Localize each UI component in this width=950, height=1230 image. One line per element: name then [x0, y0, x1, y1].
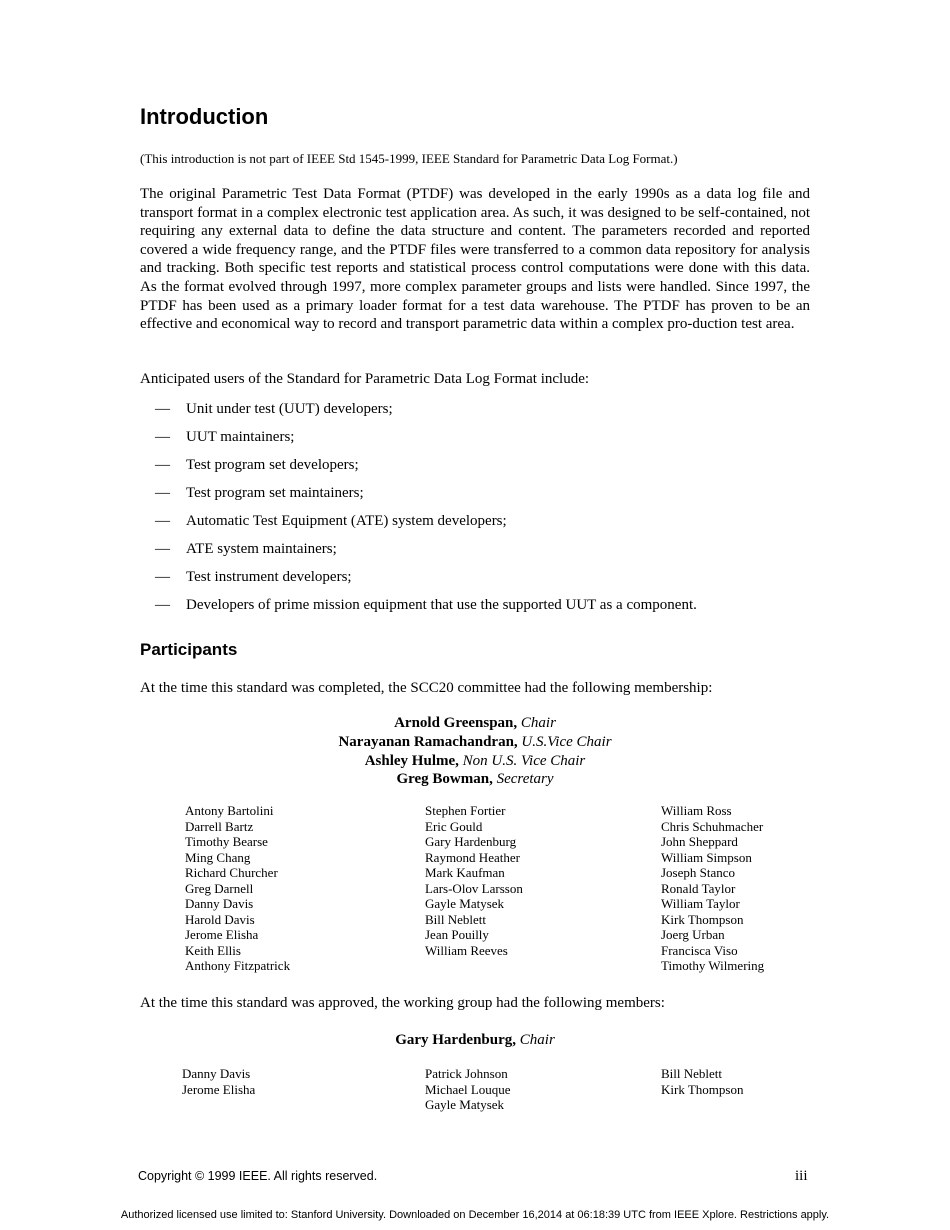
dash-icon: —: [155, 457, 170, 473]
list-item-text: ATE system maintainers;: [186, 541, 337, 557]
wg-column-3: [661, 1066, 743, 1097]
list-item: [140, 538, 697, 566]
working-group-intro: At the time this standard was approved, the working group had the following members:: [140, 995, 665, 1011]
member-name: Patrick Johnson: [425, 1066, 508, 1081]
member-name: Keith Ellis: [185, 942, 241, 958]
officer-line: [140, 752, 810, 771]
member-name: Jean Pouilly: [425, 927, 489, 942]
chair-role: Chair: [519, 1032, 555, 1048]
list-item: [140, 482, 697, 510]
member-name: Timothy Wilmering: [661, 958, 765, 973]
intro-paragraph: The original Parametric Test Data Format (PTDF) was developed in the early 1990s as a data log file and transport format in a complex electronic test application area. As such, it was designed to be self-contained, not requiring any external data to define the data structure and content. The parameters recorded and reported covered a wide frequency range, and the PTDF files were transferred to a common data repository for analysis and tracking. Both specific test reports and statistical process control computations were done with this data. As the format evolved through 1997, more complex parameter groups and lists were handled. Since 1997, the PTDF has been used as a primary loader format for a test data warehouse. The PTDF has proven to be an effective and economical way to record and transport parametric data within a complex pro-duction test area.: [140, 186, 810, 333]
chair-name: Gary Hardenburg,: [395, 1032, 517, 1048]
list-item: [140, 454, 697, 482]
users-intro: Anticipated users of the Standard for Parametric Data Log Format include:: [140, 371, 590, 387]
member-name: Ming Chang: [185, 849, 251, 865]
officer-name: Ashley Hulme,: [364, 752, 459, 769]
member-name: Eric Gould: [425, 818, 483, 834]
member-name: Chris Schuhmacher: [661, 818, 764, 834]
list-item: [140, 566, 697, 594]
officer-role: Secretary: [496, 771, 554, 788]
member-name: Stephen Fortier: [425, 803, 506, 818]
member-name: Anthony Fitzpatrick: [185, 958, 291, 973]
member-name: Francisca Viso: [661, 942, 738, 958]
list-item-text: Developers of prime mission equipment that use the supported UUT as a component.: [186, 597, 697, 613]
dash-icon: —: [155, 541, 170, 557]
dash-icon: —: [155, 429, 170, 445]
member-name: Michael Louque: [425, 1081, 511, 1097]
list-item: [140, 398, 697, 426]
list-item: [140, 510, 697, 538]
member-name: Richard Churcher: [185, 865, 278, 880]
member-name: Danny Davis: [182, 1066, 251, 1081]
member-name: William Reeves: [425, 942, 508, 958]
member-name: Ronald Taylor: [661, 880, 736, 896]
member-name: Darrell Bartz: [185, 818, 254, 834]
dash-icon: —: [155, 513, 170, 529]
committee-officers: [140, 714, 810, 789]
member-name: William Ross: [661, 803, 732, 818]
officer-line: [140, 770, 810, 789]
member-name: Antony Bartolini: [185, 803, 274, 818]
license-notice: Authorized licensed use limited to: Stanford University. Downloaded on December 16,2014 at 06:18:39 UTC from IEEE Xplore. Restrictions apply.: [120, 1209, 830, 1221]
dash-icon: —: [155, 569, 170, 585]
committee-intro: At the time this standard was completed, the SCC20 committee had the following membership:: [140, 680, 713, 696]
officer-name: Narayanan Ramachandran,: [338, 733, 518, 750]
officer-role: Non U.S. Vice Chair: [462, 752, 586, 769]
member-name: Jerome Elisha: [185, 927, 259, 942]
list-item-text: Test program set maintainers;: [186, 485, 364, 501]
member-name: William Simpson: [661, 849, 752, 865]
member-name: Joseph Stanco: [661, 865, 736, 880]
officer-name: Arnold Greenspan,: [394, 715, 518, 731]
list-item: [140, 594, 697, 622]
member-name: Gayle Matysek: [425, 896, 505, 911]
officer-line: [140, 733, 810, 752]
users-list: [140, 398, 697, 622]
officer-name: Greg Bowman,: [396, 771, 493, 788]
page-number: iii: [795, 1168, 808, 1184]
member-name: Bill Neblett: [425, 911, 487, 927]
list-item-text: Test program set developers;: [186, 457, 359, 473]
list-item-text: Automatic Test Equipment (ATE) system developers;: [186, 513, 507, 529]
officer-role: Chair: [520, 715, 556, 731]
page-title: Introduction: [140, 104, 269, 129]
member-name: Raymond Heather: [425, 849, 520, 865]
member-name: Mark Kaufman: [425, 865, 505, 880]
member-name: Bill Neblett: [661, 1066, 723, 1081]
copyright-notice: Copyright © 1999 IEEE. All rights reserved.: [138, 1169, 378, 1183]
member-name: Joerg Urban: [661, 927, 725, 942]
member-name: Lars-Olov Larsson: [425, 880, 523, 896]
member-name: Kirk Thompson: [661, 1081, 744, 1097]
member-name: Timothy Bearse: [185, 834, 268, 849]
member-name: Danny Davis: [185, 896, 254, 911]
committee-column-1: [185, 803, 290, 974]
member-name: Gayle Matysek: [425, 1097, 505, 1112]
member-name: Kirk Thompson: [661, 911, 744, 927]
member-name: William Taylor: [661, 896, 740, 911]
list-item-text: UUT maintainers;: [186, 429, 295, 445]
wg-column-1: [182, 1066, 255, 1097]
committee-column-3: [661, 803, 764, 974]
member-name: Jerome Elisha: [182, 1081, 256, 1097]
member-name: John Sheppard: [661, 834, 738, 849]
member-name: Greg Darnell: [185, 880, 254, 896]
list-item-text: Unit under test (UUT) developers;: [186, 401, 393, 417]
list-item-text: Test instrument developers;: [186, 569, 352, 585]
committee-column-2: [425, 803, 523, 958]
dash-icon: —: [155, 597, 170, 613]
member-name: Harold Davis: [185, 911, 255, 927]
wg-column-2: [425, 1066, 511, 1113]
dash-icon: —: [155, 401, 170, 417]
dash-icon: —: [155, 485, 170, 501]
working-group-chair: [140, 1032, 810, 1049]
intro-note: (This introduction is not part of IEEE Std 1545-1999, IEEE Standard for Parametric Data Log Format.): [140, 151, 678, 166]
list-item: [140, 426, 697, 454]
officer-role: U.S.Vice Chair: [521, 733, 612, 750]
officer-line: [140, 714, 810, 733]
participants-heading: Participants: [140, 640, 238, 659]
member-name: Gary Hardenburg: [425, 834, 517, 849]
